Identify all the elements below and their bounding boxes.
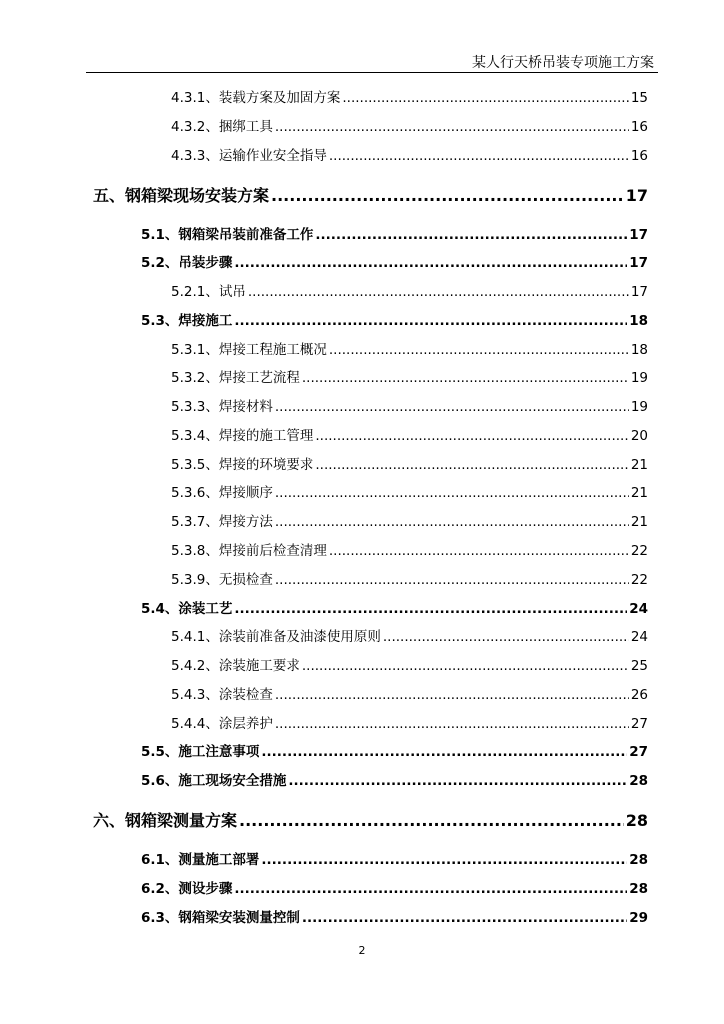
toc-entry[interactable]: [141, 597, 648, 617]
toc-entry-label: 6.1、测量施工部署: [141, 852, 260, 868]
toc-entry-page: 15: [630, 90, 648, 106]
toc-entry-page: 18: [629, 313, 648, 329]
header-rule: [86, 72, 658, 73]
toc-entry-label: 6.3、钢箱梁安装测量控制: [141, 910, 300, 926]
toc-entry-label: 五、钢箱梁现场安装方案: [93, 186, 270, 205]
toc-entry[interactable]: [171, 115, 648, 135]
toc-entry[interactable]: [171, 654, 648, 674]
toc-entry[interactable]: [171, 453, 648, 473]
toc-entry-label: 5.3、焊接施工: [141, 313, 233, 329]
toc-entry-page: 16: [630, 148, 648, 164]
toc-entry-label: 5.3.2、焊接工艺流程: [171, 370, 300, 386]
toc-entry[interactable]: [171, 625, 648, 645]
toc-entry[interactable]: [171, 510, 648, 530]
toc-entry-label: 5.3.4、焊接的施工管理: [171, 428, 314, 444]
toc-leader-dots: [234, 601, 627, 617]
toc-entry-label: 5.6、施工现场安全措施: [141, 773, 287, 789]
toc-entry-label: 六、钢箱梁测量方案: [93, 811, 238, 830]
toc-leader-dots: [275, 716, 629, 732]
toc-entry-label: 5.3.7、焊接方法: [171, 514, 273, 530]
toc-entry[interactable]: [93, 808, 648, 831]
toc-leader-dots: [315, 457, 628, 473]
toc-entry[interactable]: [171, 712, 648, 732]
toc-entry[interactable]: [93, 183, 648, 206]
toc-leader-dots: [271, 186, 624, 205]
toc-entry-label: 5.3.1、焊接工程施工概况: [171, 342, 327, 358]
toc-entry-page: 24: [630, 629, 648, 645]
toc-entry-page: 17: [629, 227, 648, 243]
toc-leader-dots: [329, 342, 629, 358]
toc-entry-label: 6.2、测设步骤: [141, 881, 233, 897]
toc-entry[interactable]: [171, 568, 648, 588]
toc-leader-dots: [342, 90, 628, 106]
toc-entry[interactable]: [141, 223, 648, 243]
toc-entry[interactable]: [171, 481, 648, 501]
toc-entry[interactable]: [171, 280, 648, 300]
toc-entry-page: 28: [629, 773, 648, 789]
toc-entry[interactable]: [141, 906, 648, 926]
toc-entry[interactable]: [141, 769, 648, 789]
toc-entry-page: 20: [630, 428, 648, 444]
toc-entry-page: 18: [630, 342, 648, 358]
toc-entry-label: 5.3.3、焊接材料: [171, 399, 273, 415]
toc-entry-page: 28: [629, 881, 648, 897]
toc-entry[interactable]: [141, 848, 648, 868]
toc-entry-page: 19: [630, 399, 648, 415]
toc-entry[interactable]: [141, 251, 648, 271]
toc-entry-page: 27: [629, 744, 648, 760]
toc-entry-page: 16: [630, 119, 648, 135]
toc-entry-page: 25: [630, 658, 648, 674]
toc-entry-label: 5.2.1、试吊: [171, 284, 246, 300]
toc-entry-label: 5.5、施工注意事项: [141, 744, 260, 760]
toc-entry[interactable]: [141, 877, 648, 897]
toc-leader-dots: [315, 227, 627, 243]
toc-entry-page: 24: [629, 601, 648, 617]
toc-entry-label: 5.4.2、涂装施工要求: [171, 658, 300, 674]
toc-entry-label: 4.3.1、装载方案及加固方案: [171, 90, 341, 106]
toc-leader-dots: [302, 658, 629, 674]
toc-entry-page: 17: [629, 255, 648, 271]
toc-leader-dots: [234, 255, 627, 271]
toc-entry-page: 22: [630, 572, 648, 588]
toc-leader-dots: [302, 370, 629, 386]
toc-leader-dots: [239, 811, 624, 830]
toc-entry-label: 5.1、钢箱梁吊装前准备工作: [141, 227, 314, 243]
toc-entry-label: 5.3.9、无损检查: [171, 572, 273, 588]
toc-entry-label: 5.3.6、焊接顺序: [171, 485, 273, 501]
toc-entry[interactable]: [171, 424, 648, 444]
toc-entry-label: 5.4.3、涂装检查: [171, 687, 273, 703]
toc-entry-page: 21: [630, 457, 648, 473]
toc-entry[interactable]: [171, 683, 648, 703]
toc-leader-dots: [275, 572, 629, 588]
toc-entry[interactable]: [141, 740, 648, 760]
toc-leader-dots: [329, 543, 629, 559]
toc-entry-page: 28: [625, 811, 648, 830]
toc-entry-label: 5.4.1、涂装前准备及油漆使用原则: [171, 629, 381, 645]
page-number: 2: [358, 944, 366, 957]
toc-entry[interactable]: [171, 539, 648, 559]
toc-leader-dots: [275, 399, 629, 415]
toc-entry-label: 4.3.3、运输作业安全指导: [171, 148, 327, 164]
toc-leader-dots: [315, 428, 628, 444]
toc-entry[interactable]: [171, 366, 648, 386]
toc-leader-dots: [261, 744, 627, 760]
toc-entry[interactable]: [141, 309, 648, 329]
toc-entry-page: 26: [630, 687, 648, 703]
toc-entry-label: 4.3.2、捆绑工具: [171, 119, 273, 135]
toc-leader-dots: [275, 119, 629, 135]
toc-entry-page: 21: [630, 514, 648, 530]
toc-leader-dots: [275, 514, 629, 530]
toc-entry-label: 5.3.8、焊接前后检查清理: [171, 543, 327, 559]
toc-leader-dots: [383, 629, 629, 645]
page-header-title: 某人行天桥吊装专项施工方案: [472, 55, 654, 71]
toc-leader-dots: [329, 148, 629, 164]
toc-entry-page: 21: [630, 485, 648, 501]
toc-leader-dots: [288, 773, 627, 789]
toc-entry[interactable]: [171, 395, 648, 415]
toc-entry-label: 5.4.4、涂层养护: [171, 716, 273, 732]
toc-leader-dots: [261, 852, 627, 868]
toc-entry-label: 5.2、吊装步骤: [141, 255, 233, 271]
toc-entry-label: 5.3.5、焊接的环境要求: [171, 457, 314, 473]
toc-leader-dots: [234, 881, 627, 897]
toc-entry-page: 17: [625, 186, 648, 205]
toc-entry-label: 5.4、涂装工艺: [141, 601, 233, 617]
toc-entry[interactable]: [171, 338, 648, 358]
toc-leader-dots: [302, 910, 627, 926]
toc-entry-page: 17: [630, 284, 648, 300]
toc-entry[interactable]: [171, 144, 648, 164]
toc-entry-page: 28: [629, 852, 648, 868]
toc-entry[interactable]: [171, 86, 648, 106]
toc-leader-dots: [234, 313, 627, 329]
toc-entry-page: 27: [630, 716, 648, 732]
toc-entry-page: 29: [629, 910, 648, 926]
toc-leader-dots: [248, 284, 629, 300]
toc-leader-dots: [275, 687, 629, 703]
toc-entry-page: 22: [630, 543, 648, 559]
toc-entry-page: 19: [630, 370, 648, 386]
toc-leader-dots: [275, 485, 629, 501]
